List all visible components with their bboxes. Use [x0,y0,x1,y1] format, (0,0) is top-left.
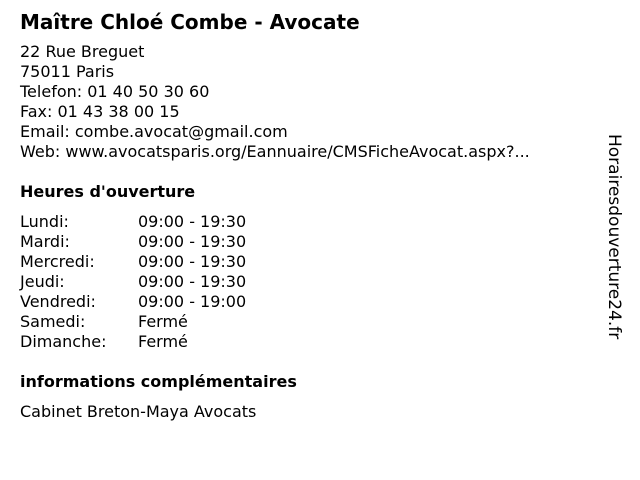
business-title: Maître Chloé Combe - Avocate [20,10,360,34]
hours-day: Dimanche: [20,332,107,351]
hours-day: Mardi: [20,232,70,251]
hours-day: Lundi: [20,212,69,231]
hours-row-sunday [20,332,600,352]
site-watermark: Horairesdouverture24.fr [604,134,624,340]
hours-day: Mercredi: [20,252,95,271]
hours-heading: Heures d'ouverture [20,182,196,201]
hours-table [20,212,600,352]
phone-line: Telefon: 01 40 50 30 60 [20,82,210,101]
hours-row-saturday [20,312,600,332]
hours-day: Vendredi: [20,292,96,311]
info-heading: informations complémentaires [20,372,297,391]
hours-time: 09:00 - 19:00 [138,292,247,311]
web-line: Web: www.avocatsparis.org/Eannuaire/CMSFicheAvocat.aspx?... [20,142,530,161]
info-text: Cabinet Breton-Maya Avocats [20,402,257,421]
hours-time: 09:00 - 19:30 [138,232,247,251]
hours-time: 09:00 - 19:30 [138,212,247,231]
hours-time: Fermé [138,312,188,331]
hours-time: Fermé [138,332,188,351]
hours-row-wednesday [20,252,600,272]
address-street: 22 Rue Breguet [20,42,145,61]
email-line: Email: combe.avocat@gmail.com [20,122,288,141]
hours-day: Samedi: [20,312,86,331]
hours-row-friday [20,292,600,312]
hours-time: 09:00 - 19:30 [138,252,247,271]
hours-row-tuesday [20,232,600,252]
hours-time: 09:00 - 19:30 [138,272,247,291]
hours-row-thursday [20,272,600,292]
hours-day: Jeudi: [20,272,65,291]
fax-line: Fax: 01 43 38 00 15 [20,102,180,121]
hours-row-monday [20,212,600,232]
business-card [20,8,600,422]
address-city: 75011 Paris [20,62,115,81]
